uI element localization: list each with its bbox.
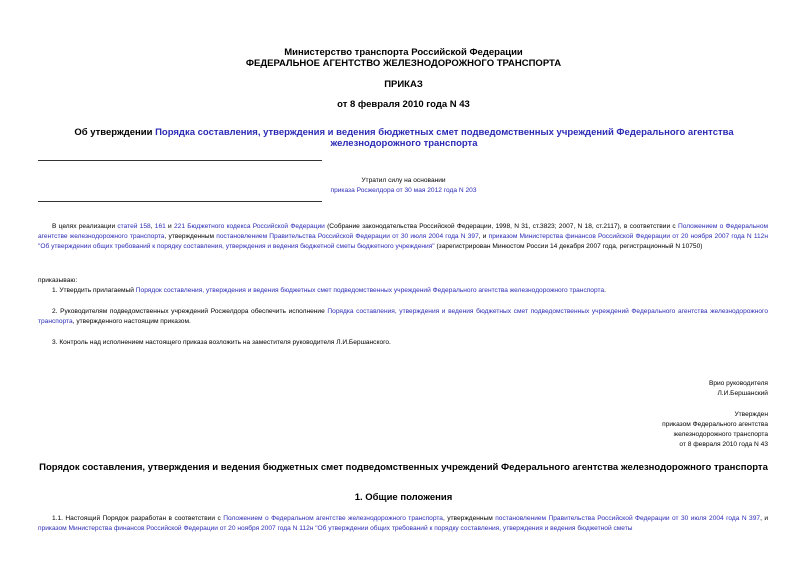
order-item-2 bbox=[38, 307, 768, 327]
document-title bbox=[48, 127, 760, 149]
agency-regulation-link[interactable]: Положением о Федеральном агентстве железнодорожного транспорта bbox=[223, 515, 443, 522]
preamble-text: , утвержденным bbox=[164, 233, 217, 240]
procedure-title: Порядок составления, утверждения и ведения бюджетных смет подведомственных учреждений Федерального агентства железнодорожного транспорта bbox=[39, 462, 768, 473]
signature-name: Л.И.Бершанский bbox=[717, 390, 768, 397]
approved-date-line: от 8 февраля 2010 года N 43 bbox=[679, 441, 768, 448]
item-text: . bbox=[604, 287, 606, 294]
preamble-text: В целях реализации bbox=[52, 223, 118, 230]
government-resolution-link[interactable]: постановлением Правительства Российской Федерации от 30 июля 2004 года N 397 bbox=[495, 515, 761, 522]
preamble-paragraph bbox=[38, 222, 768, 252]
paragraph-text: , и bbox=[760, 515, 769, 522]
budget-code-art221-link[interactable]: 221 Бюджетного кодекса Российской Федерации bbox=[173, 223, 325, 230]
item-text: 1. Утвердить прилагаемый bbox=[52, 287, 136, 294]
approved-label: Утвержден bbox=[734, 411, 768, 418]
procedure-link[interactable]: Порядка составления, утверждения и ведения бюджетных смет подведомственных учреждений Федерального агентства железнодорожного транспорта bbox=[38, 308, 768, 325]
status-link-line bbox=[0, 186, 807, 196]
ministry-name: Министерство транспорта Российской Федерации bbox=[284, 47, 523, 58]
paragraph-1-1 bbox=[38, 514, 768, 534]
paragraph-text: 1.1. Настоящий Порядок разработан в соответствии с bbox=[52, 515, 224, 522]
preamble-text: , и bbox=[478, 233, 489, 240]
agency-regulation-link[interactable]: Положением о Федеральном агентстве железнодорожного транспорта bbox=[38, 223, 769, 240]
title-procedure-link[interactable]: Порядка составления, утверждения и ведения бюджетных смет подведомственных учреждений Федерального агентства железнодорожного транспорта bbox=[155, 127, 734, 149]
preamble-text: , bbox=[150, 223, 155, 230]
order-item-1 bbox=[52, 286, 768, 296]
signature-role: Врио руководителя bbox=[708, 380, 768, 387]
item-text: , утвержденного настоящим приказом. bbox=[72, 318, 191, 325]
order-item-3: 3. Контроль над исполнением настоящего приказа возложить на заместителя руководителя Л.И.Бершанского. bbox=[52, 339, 391, 346]
status-line: Утратил силу на основании bbox=[361, 177, 446, 184]
document-type: ПРИКАЗ bbox=[384, 79, 423, 90]
approved-agency-line: железнодорожного транспорта bbox=[673, 431, 768, 438]
preamble-text: (Собрание законодательства Российской Федерации, 1998, N 31, ст.3823; 2007, N 18, ст.2117), в соответствии с bbox=[324, 223, 678, 230]
divider-top bbox=[38, 160, 322, 161]
order-word: приказываю: bbox=[38, 277, 78, 284]
agency-name: ФЕДЕРАЛЬНОЕ АГЕНТСТВО ЖЕЛЕЗНОДОРОЖНОГО ТРАНСПОРТА bbox=[245, 58, 562, 69]
document-date-number: от 8 февраля 2010 года N 43 bbox=[337, 99, 470, 110]
preamble-text: и bbox=[165, 223, 174, 230]
minfin-order-link[interactable]: приказом Министерства финансов Российской Федерации от 20 ноября 2007 года N 112н "Об утверждении общих требований к порядку составления, утверждения и ведения бюджетной сметы бюджетного учреждения" bbox=[38, 233, 768, 250]
budget-code-art158-link[interactable]: статей 158 bbox=[117, 223, 151, 230]
approved-by-line: приказом Федерального агентства bbox=[662, 421, 768, 428]
item-text: 2. Руководителям подведомственных учреждений Росжелдора обеспечить исполнение bbox=[52, 308, 328, 315]
title-prefix: Об утверждении bbox=[74, 127, 156, 138]
government-resolution-link[interactable]: постановлением Правительства Российской Федерации от 30 июля 2004 года N 397 bbox=[216, 233, 479, 240]
procedure-link[interactable]: Порядок составления, утверждения и ведения бюджетных смет подведомственных учреждений Федерального агентства железнодорожного транспорта bbox=[135, 287, 605, 294]
minfin-order-link[interactable]: приказом Министерства финансов Российской Федерации от 20 ноября 2007 года N 112н "Об утверждении общих требований к порядку составления, утверждения и ведения бюджетной сметы bbox=[38, 525, 633, 532]
section-heading: 1. Общие положения bbox=[354, 492, 453, 503]
budget-code-art161-link[interactable]: 161 bbox=[154, 223, 166, 230]
preamble-text: (зарегистрирован Минюстом России 14 декабря 2007 года, регистрационный N 10750) bbox=[434, 243, 703, 250]
paragraph-text: , утвержденным bbox=[442, 515, 496, 522]
repeal-order-link[interactable]: приказа Росжелдора от 30 мая 2012 года N 203 bbox=[330, 187, 477, 194]
divider-bottom bbox=[38, 201, 322, 202]
